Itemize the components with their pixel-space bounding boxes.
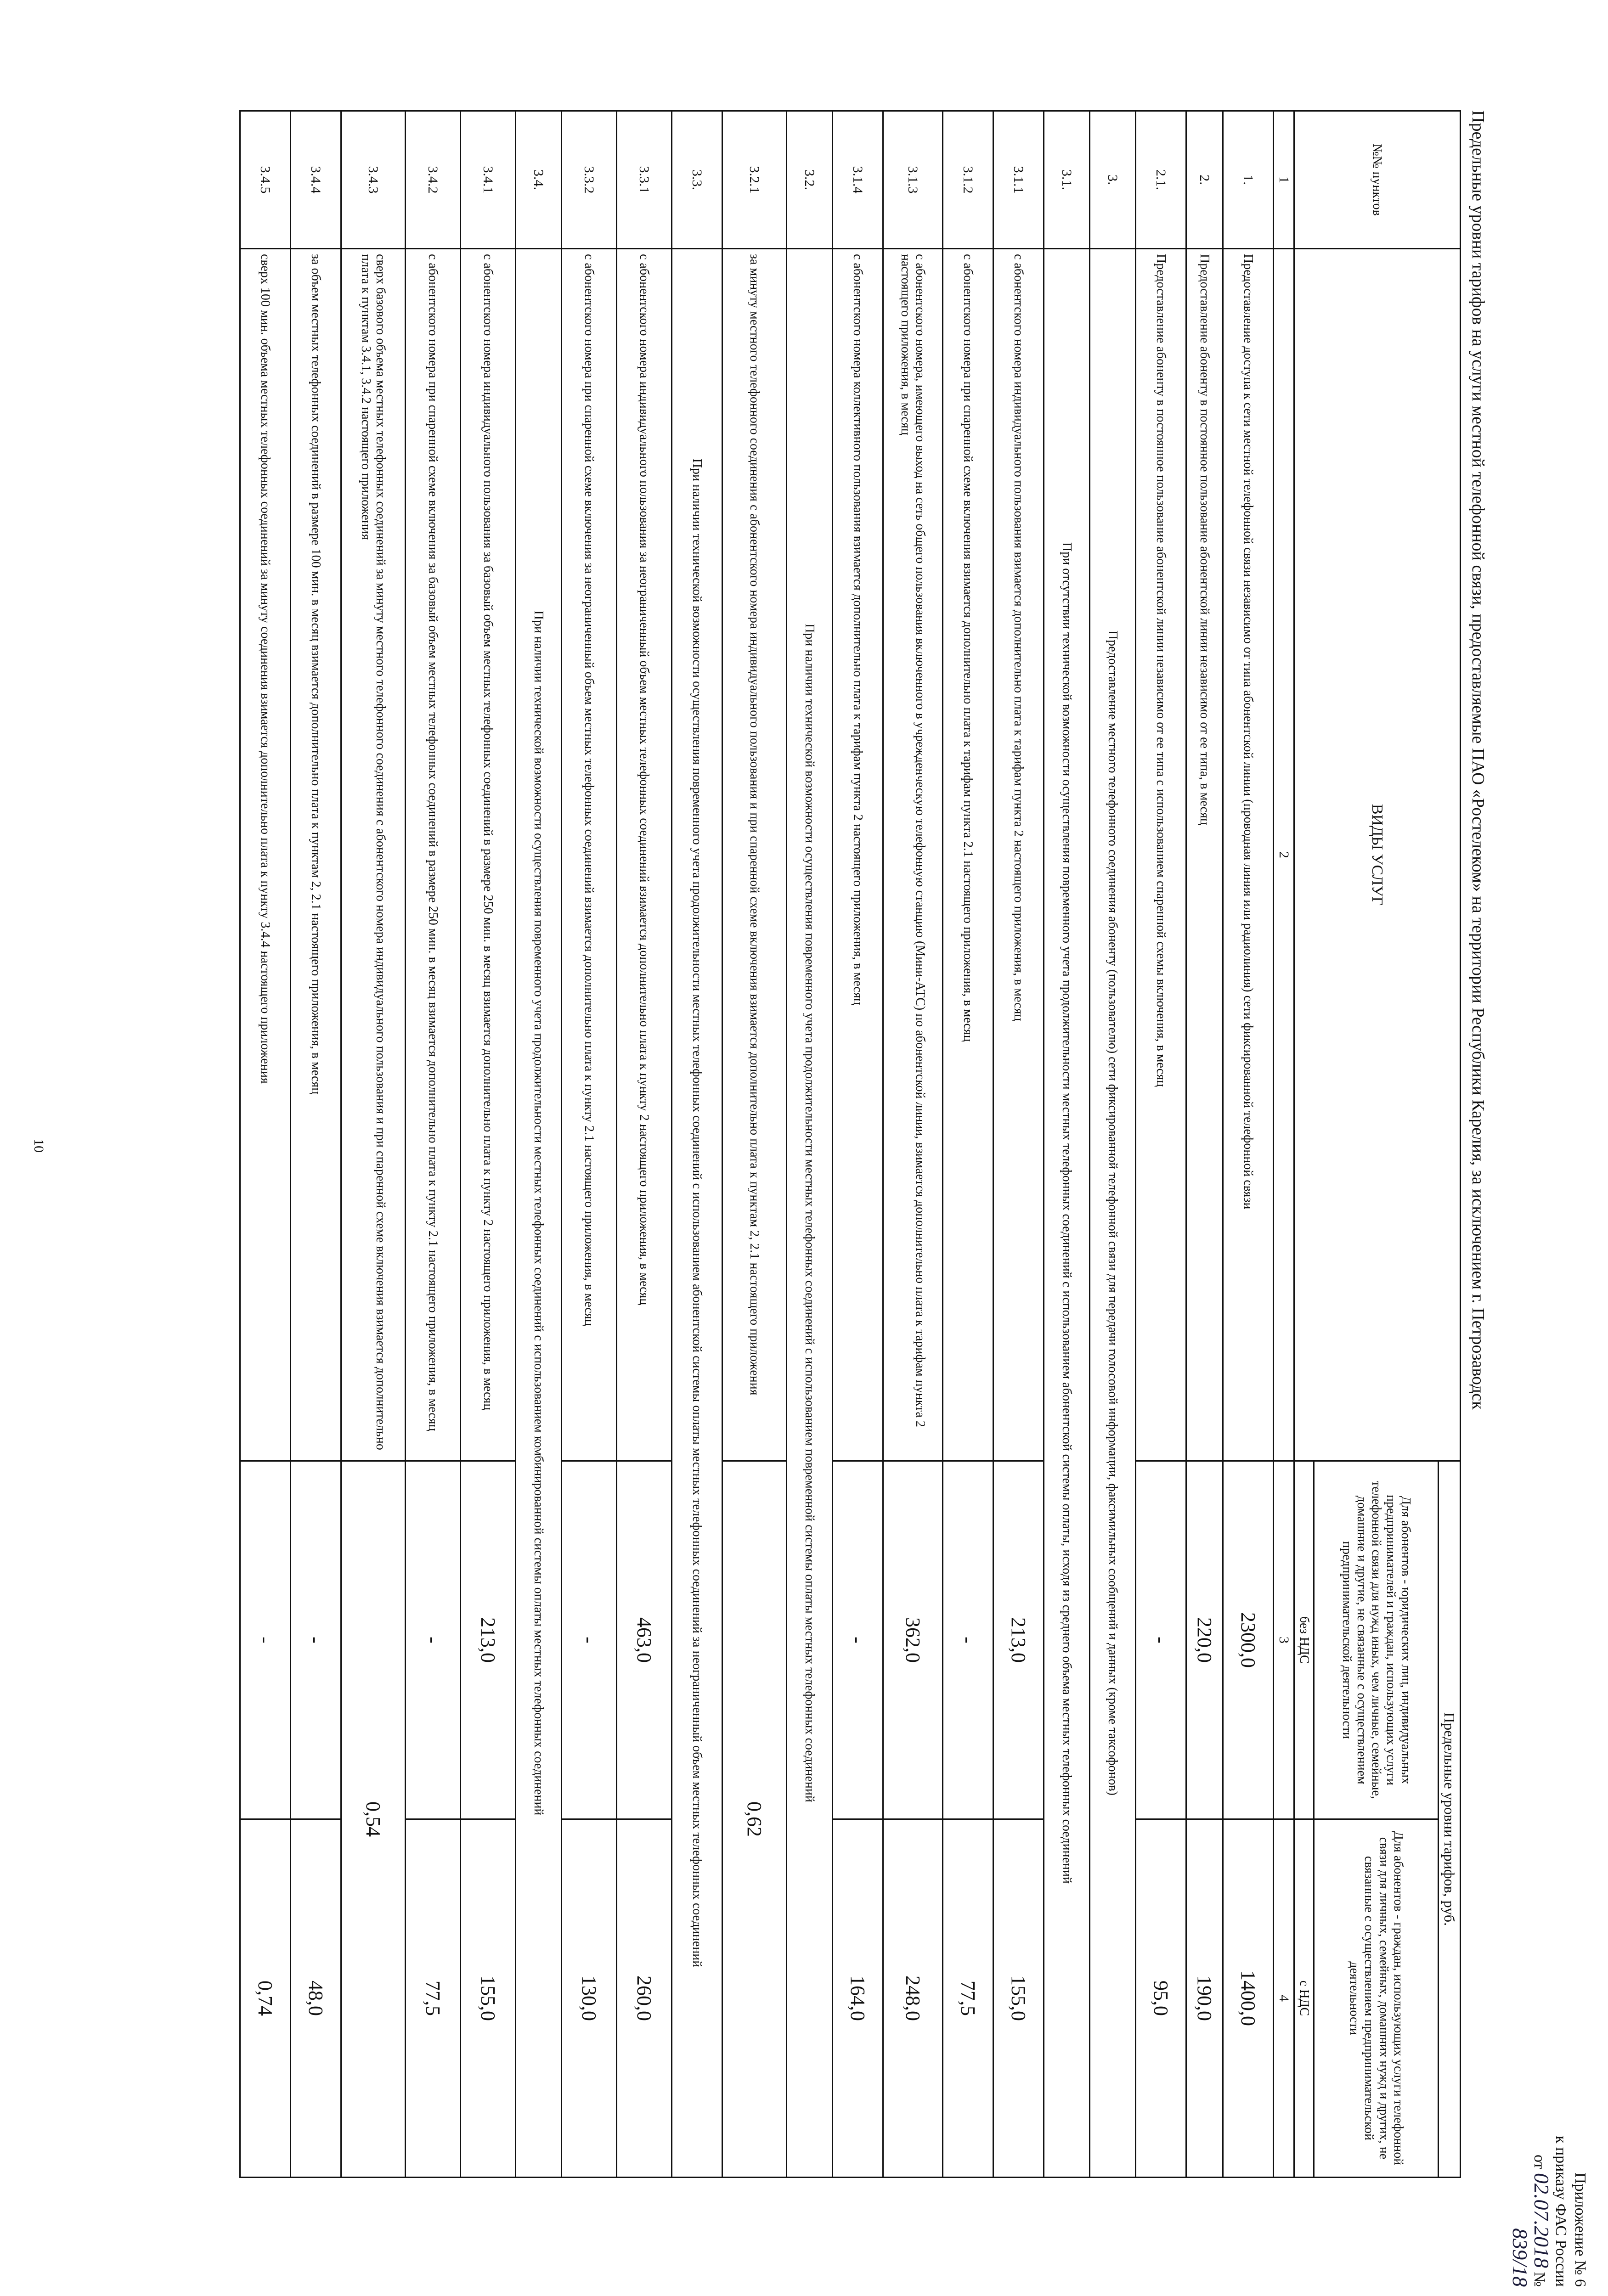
row-service: сверх базового объема местных телефонных соединений за минуту местного телефонного соединения с абонентского номера индивидуального пользования и при спаренной схеме включения взимается дополнительно плата к пунктам 3.4.1, 3.4.2 настоящего приложения (341, 249, 406, 1461)
row-service: с абонентского номера при спаренной схеме включения взимается дополнительно плата к тарифам пункта 2.1 настоящего приложения, в месяц (943, 249, 993, 1461)
row-number: 3.1.3 (883, 111, 943, 249)
table-row (1186, 111, 1223, 2178)
header-private-persons: Для абонентов - граждан, использующих услуги телефонной связи для личных, семейных, домашних нужд и других, не связанные с осуществлением предпринимательской деятельности (1314, 1819, 1439, 2178)
row-number: 2.1. (1136, 111, 1186, 249)
document-title: Предельные уровни тарифов на услуги местной телефонной связи, предоставляемые ПАО «Ростелеком» на территории Республики Карелия, за исключением г. Петрозаводск (1468, 110, 1488, 1410)
header-no-vat: без НДС (1294, 1461, 1314, 1819)
row-value-no-vat: - (291, 1461, 341, 1819)
row-number: 3.1.1 (993, 111, 1044, 249)
row-value-no-vat: - (562, 1461, 617, 1819)
header-legal-entities: Для абонентов - юридических лиц, индивидуальных предпринимателей и граждан, использующих услуги телефонной связи для нужд иных, чем личные, семейные, домашние и другие, не связанные с осуществлением предпринимательской деятельности (1314, 1461, 1439, 1819)
row-service: с абонентского номера индивидуального пользования взимается дополнительно плата к тарифам пункта 2 настоящего приложения, в месяц (993, 249, 1044, 1461)
table-row (833, 111, 883, 2178)
row-number: 3.4.4 (291, 111, 341, 249)
index-4: 4 (1274, 1819, 1294, 2178)
row-value-no-vat: 463,0 (617, 1461, 672, 1819)
row-number: 3.4.2 (406, 111, 461, 249)
row-number: 3.2. (787, 111, 833, 249)
row-value-with-vat: 164,0 (833, 1819, 883, 2178)
row-value-with-vat: 77,5 (406, 1819, 461, 2178)
row-service: с абонентского номера при спаренной схеме включения за неограниченный объем местных телефонных соединений взимается дополнительно плата к пункту 2.1 настоящего приложения, в месяц (562, 249, 617, 1461)
row-value-with-vat: 48,0 (291, 1819, 341, 2178)
header-with-vat: с НДС (1294, 1819, 1314, 2178)
row-number: 3.1.4 (833, 111, 883, 249)
row-value-with-vat: 1400,0 (1223, 1819, 1274, 2178)
section-row (787, 111, 833, 2178)
row-value-with-vat: 155,0 (461, 1819, 516, 2178)
row-value-with-vat: 0,74 (240, 1819, 291, 2178)
row-number: 3.2.1 (722, 111, 787, 249)
row-value-no-vat: 220,0 (1186, 1461, 1223, 1819)
section-heading: При наличии технической возможности осуществления повременного учета продолжительности местных телефонных соединений с использованием комбинированной системы оплаты местных телефонных соединений (516, 249, 562, 2178)
row-number: 3.4. (516, 111, 562, 249)
row-value-with-vat: 260,0 (617, 1819, 672, 2178)
row-service: с абонентского номера, имеющего выход на сеть общего пользования включенного в учрежденческую телефонную станцию (Мини-АТС) по абонентской линии, взимается дополнительно плата к тарифам пункта 2 настоящего приложения, в месяц (883, 249, 943, 1461)
section-heading: При отсутствии технической возможности осуществления повременного учета продолжительности местных телефонных соединений с использованием абонентской системы оплаты, исходя из среднего объема местных телефонных соединений (1044, 249, 1090, 2178)
row-service: Предоставление абоненту в постоянное пользование абонентской линии независимо от ее типа с использованием спаренной схемы включения, в месяц (1136, 249, 1186, 1461)
row-service: Предоставление доступа к сети местной телефонной связи независимо от типа абонентской линии (проводная линия или радиолиния) сети фиксированной телефонной связи (1223, 249, 1274, 1461)
row-service: Предоставление абоненту в постоянное пользование абонентской линии независимо от ее типа, в месяц (1186, 249, 1223, 1461)
appendix-header (1508, 2094, 1590, 2287)
table-row (993, 111, 1044, 2178)
row-value-merged: 0,62 (722, 1461, 787, 2178)
row-value-with-vat: 155,0 (993, 1819, 1044, 2178)
handwritten-date: 02.07.2018 (1530, 2173, 1553, 2268)
section-heading: Предоставление местного телефонного соединения абоненту (пользователю) сети фиксированной телефонной связи для передачи голосовой информации, факсимильных сообщений и данных (кроме таксофонов) (1090, 249, 1136, 2178)
section-row (1090, 111, 1136, 2178)
table-row (722, 111, 787, 2178)
row-number: 3.1. (1044, 111, 1090, 249)
row-number: 3.1.2 (943, 111, 993, 249)
row-service: с абонентского номера при спаренной схеме включения за базовый объем местных телефонных соединений в размере 250 мин. в месяц взимается дополнительно плата к пункту 2.1 настоящего приложения, в месяц (406, 249, 461, 1461)
table-row (406, 111, 461, 2178)
row-value-no-vat: - (240, 1461, 291, 1819)
index-3: 3 (1274, 1461, 1294, 1819)
row-number: 1. (1223, 111, 1274, 249)
section-heading: При наличии технической возможности осуществления повременного учета продолжительности местных телефонных соединений с использованием абонентской системы оплаты местных телефонных соединений за неограниченный объем местных телефонных соединений (672, 249, 722, 2178)
row-service: за минуту местного телефонного соединения с абонентского номера индивидуального пользования и при спаренной схеме включения взимается дополнительно плата к пунктам 2, 2.1 настоящего приложения (722, 249, 787, 1461)
row-value-no-vat: 213,0 (461, 1461, 516, 1819)
row-value-no-vat: - (1136, 1461, 1186, 1819)
tariff-table (239, 110, 1461, 2178)
row-value-with-vat: 77,5 (943, 1819, 993, 2178)
header-tariff-levels: Предельные уровни тарифов, руб. (1439, 1461, 1461, 2178)
header-item-number: №№ пунктов (1294, 111, 1461, 249)
header-service-types: ВИДЫ УСЛУГ (1294, 249, 1461, 1461)
appendix-number: Приложение № 6 (1572, 2172, 1589, 2287)
row-value-merged: 0,54 (341, 1461, 406, 2178)
table-row (562, 111, 617, 2178)
header-index-row (1274, 111, 1294, 2178)
row-value-no-vat: 362,0 (883, 1461, 943, 1819)
table-row (341, 111, 406, 2178)
row-number: 2. (1186, 111, 1223, 249)
table-row (461, 111, 516, 2178)
handwritten-order-number: 839/18 (1508, 2228, 1532, 2287)
row-value-with-vat: 190,0 (1186, 1819, 1223, 2178)
row-value-no-vat: 213,0 (993, 1461, 1044, 1819)
row-number: 3.3.1 (617, 111, 672, 249)
row-number: 3.3. (672, 111, 722, 249)
index-2: 2 (1274, 249, 1294, 1461)
page-number: 10 (31, 1139, 46, 1153)
row-service: с абонентского номера индивидуального пользования за базовый объем местных телефонных соединений в размере 250 мин. в месяц взимается дополнительно плата к пункту 2 настоящего приложения, в месяц (461, 249, 516, 1461)
row-number: 3.4.1 (461, 111, 516, 249)
table-row (240, 111, 291, 2178)
row-value-no-vat: 2300,0 (1223, 1461, 1274, 1819)
row-number: 3. (1090, 111, 1136, 249)
row-service: сверх 100 мин. объема местных телефонных соединений за минуту соединения взимается дополнительно плата к пункту 3.4.4 настоящего приложения (240, 249, 291, 1461)
header-row-group (1439, 111, 1461, 2178)
table-row (1223, 111, 1274, 2178)
index-1: 1 (1274, 111, 1294, 249)
row-value-no-vat: - (833, 1461, 883, 1819)
row-value-no-vat: - (406, 1461, 461, 1819)
table-row (1136, 111, 1186, 2178)
table-row (943, 111, 993, 2178)
row-value-no-vat: - (943, 1461, 993, 1819)
row-number: 3.4.5 (240, 111, 291, 249)
table-row (883, 111, 943, 2178)
section-row (1044, 111, 1090, 2178)
table-row (291, 111, 341, 2178)
section-row (516, 111, 562, 2178)
row-service: за объем местных телефонных соединений в размере 100 мин. в месяц взимается дополнительно плата к пунктам 2, 2.1 настоящего приложения, в месяц (291, 249, 341, 1461)
row-value-with-vat: 248,0 (883, 1819, 943, 2178)
row-number: 3.3.2 (562, 111, 617, 249)
section-row (672, 111, 722, 2178)
section-heading: При наличии технической возможности осуществления повременного учета продолжительности местных телефонных соединений с использованием повременной системы оплаты местных телефонных соединений (787, 249, 833, 2178)
row-value-with-vat: 95,0 (1136, 1819, 1186, 2178)
table-row (617, 111, 672, 2178)
row-value-with-vat: 130,0 (562, 1819, 617, 2178)
row-service: с абонентского номера коллективного пользования взимается дополнительно плата к тарифам пункта 2 настоящего приложения, в месяц (833, 249, 883, 1461)
appendix-order: к приказу ФАС России (1552, 2136, 1569, 2287)
row-number: 3.4.3 (341, 111, 406, 249)
appendix-date-line: от 02.07.2018 № 839/18 (1508, 2155, 1553, 2287)
row-service: с абонентского номера индивидуального пользования за неограниченный объем местных телефонных соединений взимается дополнительно плата к пункту 2 настоящего приложения, в месяц (617, 249, 672, 1461)
